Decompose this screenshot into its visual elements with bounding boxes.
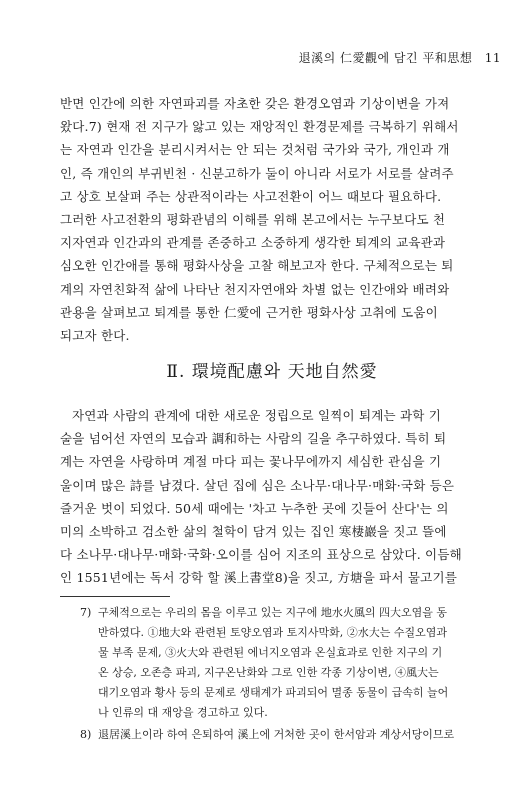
text-line: 반면 인간에 의한 자연파괴를 자초한 갖은 환경오염과 기상이변을 가져 <box>60 96 450 111</box>
footnote-line: 나 인류의 대 재앙을 경고하고 있다. <box>98 706 268 719</box>
footnote-line: 물 부족 문제, ③火大와 관련된 에너지오염과 온실효과로 인한 지구의 기 <box>98 646 443 659</box>
page-number: 11 <box>484 51 501 65</box>
footnote-7 <box>60 603 484 723</box>
text-line: 자연과 사람의 관계에 대한 새로운 정립으로 일찍이 퇴계는 과학 기 <box>72 408 441 423</box>
text-line: 인, 즉 개인의 부귀빈천 · 신분고하가 둘이 아니라 서로가 서로를 살려주 <box>60 165 454 181</box>
footnote-line: 구체적으로는 우리의 몸을 이루고 있는 지구에 地水火風의 四大오염을 동 <box>98 606 447 619</box>
section-heading: Ⅱ. 環境配慮와 天地自然愛 <box>166 362 378 382</box>
text-line: 즐거운 벗이 되었다. 50세 때에는 '차고 누추한 곳에 깃들어 산다'는 의 <box>60 500 449 516</box>
section-paragraph <box>60 404 484 590</box>
footnote-number: 8) <box>80 728 92 741</box>
text-line: 심오한 인간애를 통해 평화사상을 고찰 해보고자 한다. 구체적으로는 퇴 <box>60 258 454 274</box>
text-line: 울이며 많은 詩를 남겼다. 살던 집에 심은 소나무·대나무·매화·국화 등은 <box>60 477 455 493</box>
footnote-line: 온 상승, 오존층 파괴, 지구온난화와 그로 인한 각종 기상이변, ④風大는 <box>98 666 439 679</box>
text-line: 미의 소박하고 검소한 삶의 철학이 담겨 있는 집인 寒棲巖을 짓고 뜰에 <box>60 524 447 540</box>
footnotes <box>60 603 484 747</box>
intro-paragraph <box>60 92 484 347</box>
footnote-number: 7) <box>80 606 92 619</box>
text-line: 인 1551년에는 독서 강학 할 溪上書堂8)을 짓고, 方塘을 파서 물고기를 <box>60 570 458 586</box>
text-line: 계는 자연을 사랑하며 계절 마다 피는 꽃나무에까지 세심한 관심을 기 <box>60 454 442 470</box>
text-line: 술을 넘어선 자연의 모습과 調和하는 사람의 길을 추구하였다. 특히 퇴 <box>60 431 447 447</box>
footnote-line: 반하였다. ①地大와 관련된 토양오염과 토지사막화, ②水大는 수질오염과 <box>98 626 447 639</box>
footnote-divider <box>60 596 170 597</box>
text-line: 그러한 사고전환의 평화관념의 이해를 위해 본고에서는 누구보다도 천 <box>60 212 446 228</box>
text-line: 고 상호 보살펴 주는 상관적이라는 사고전환이 어느 때보다 필요하다. <box>60 188 442 204</box>
footnote-line: 退居溪上이라 하여 은퇴하여 溪上에 거처한 곳이 한서암과 계상서당이므로 <box>98 728 455 741</box>
footnote-line: 대기오염과 황사 등의 문제로 생태계가 파괴되어 멸종 동물이 급속히 늘어 <box>98 686 449 699</box>
text-line: 계의 자연친화적 삶에 나타난 천지자연애와 차별 없는 인간애와 배려와 <box>60 281 450 297</box>
text-line: 다 소나무·대나무·매화·국화·오이를 심어 지조의 표상으로 삼았다. 이듬해 <box>60 547 462 563</box>
text-line: 지자연과 인간과의 관계를 존중하고 소중하게 생각한 퇴계의 교육관과 <box>60 235 446 251</box>
text-line: 는 자연과 인간을 분리시켜서는 안 되는 것처럼 국가와 국가, 개인과 개 <box>60 142 450 158</box>
running-header <box>40 49 501 66</box>
footnote-8 <box>60 725 484 745</box>
text-line: 관용을 살펴보고 퇴계를 통한 仁愛에 근거한 평화사상 고취에 도움이 <box>60 304 438 320</box>
text-line: 왔다.7) 현재 전 지구가 앓고 있는 재앙적인 환경문제를 극복하기 위해서 <box>60 119 459 135</box>
header-title: 退溪의 仁愛觀에 담긴 平和思想 <box>298 51 473 65</box>
text-line: 되고자 한다. <box>60 328 130 344</box>
